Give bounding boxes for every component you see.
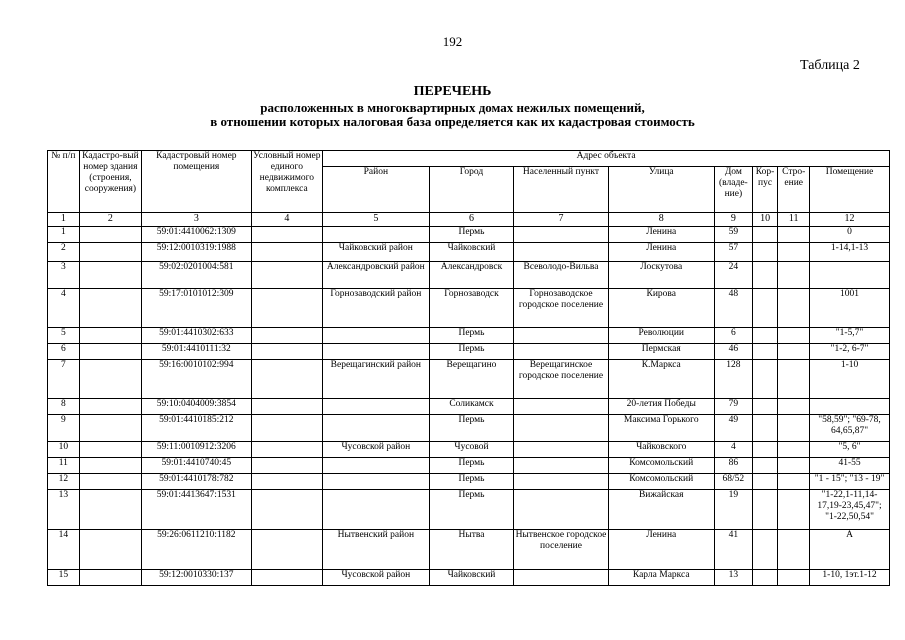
column-number-row	[48, 213, 890, 227]
header-address: Адрес объекта	[323, 151, 890, 167]
cell-stroenie	[778, 415, 810, 442]
cell-num: 10	[48, 442, 80, 458]
cell-city: Пермь	[429, 227, 514, 243]
cell-settlement	[514, 442, 608, 458]
cell-district	[323, 344, 429, 360]
cell-district: Горнозаводский район	[323, 289, 429, 328]
cell-city: Горнозаводск	[429, 289, 514, 328]
cell-house: 4	[714, 442, 752, 458]
cell-korpus	[752, 570, 778, 586]
header-cad-building: Кадастро-вый номер здания (строения, сооружения)	[79, 151, 141, 213]
cell-cad-room: 59:01:4410302:633	[142, 328, 251, 344]
cell-house: 6	[714, 328, 752, 344]
cell-house: 24	[714, 262, 752, 289]
cell-settlement	[514, 570, 608, 586]
table-row	[48, 360, 890, 399]
cell-city: Пермь	[429, 328, 514, 344]
column-number: 4	[251, 213, 323, 227]
cell-stroenie	[778, 289, 810, 328]
cell-room	[810, 262, 890, 289]
cell-settlement: Нытвенское городское поселение	[514, 530, 608, 570]
cell-stroenie	[778, 490, 810, 530]
cell-settlement: Горнозаводское городское поселение	[514, 289, 608, 328]
cell-num: 15	[48, 570, 80, 586]
table-row	[48, 344, 890, 360]
column-number: 5	[323, 213, 429, 227]
cell-cad-building	[79, 530, 141, 570]
cell-city: Чайковский	[429, 243, 514, 262]
cell-conditional	[251, 262, 323, 289]
cell-conditional	[251, 399, 323, 415]
cell-cad-building	[79, 458, 141, 474]
cell-cad-room: 59:01:4410062:1309	[142, 227, 251, 243]
cell-district	[323, 458, 429, 474]
column-number: 12	[810, 213, 890, 227]
cell-korpus	[752, 227, 778, 243]
cell-korpus	[752, 530, 778, 570]
cell-conditional	[251, 344, 323, 360]
cell-cad-building	[79, 360, 141, 399]
cell-house: 79	[714, 399, 752, 415]
cell-room	[810, 399, 890, 415]
cell-cad-building	[79, 399, 141, 415]
cell-korpus	[752, 458, 778, 474]
cell-conditional	[251, 360, 323, 399]
cell-korpus	[752, 442, 778, 458]
cell-cad-room: 59:02:0201004:581	[142, 262, 251, 289]
cell-conditional	[251, 415, 323, 442]
cell-num: 7	[48, 360, 80, 399]
cell-street: Вижайская	[608, 490, 714, 530]
document-title: ПЕРЕЧЕНЬ	[413, 84, 492, 99]
cell-room: "1-5,7"	[810, 328, 890, 344]
cell-cad-building	[79, 289, 141, 328]
cell-street: Пермская	[608, 344, 714, 360]
cell-conditional	[251, 243, 323, 262]
cell-num: 5	[48, 328, 80, 344]
cell-cad-building	[79, 262, 141, 289]
cell-conditional	[251, 442, 323, 458]
cell-street: Комсомольский	[608, 458, 714, 474]
cell-cad-room: 59:12:0010330:137	[142, 570, 251, 586]
cell-room: 1-10	[810, 360, 890, 399]
cell-conditional	[251, 227, 323, 243]
column-number: 9	[714, 213, 752, 227]
cell-num: 1	[48, 227, 80, 243]
cell-room: "1-22,1-11,14-17,19-23,45,47"; "1-22,50,54"	[810, 490, 890, 530]
cell-settlement	[514, 399, 608, 415]
cell-street: Чайковского	[608, 442, 714, 458]
cell-district: Чайковский район	[323, 243, 429, 262]
cell-house: 49	[714, 415, 752, 442]
cell-room: "1 - 15"; "13 - 19"	[810, 474, 890, 490]
cell-street: Кирова	[608, 289, 714, 328]
cell-house: 59	[714, 227, 752, 243]
table-row	[48, 328, 890, 344]
page-number: 192	[442, 34, 463, 49]
cell-house: 19	[714, 490, 752, 530]
cell-city: Чусовой	[429, 442, 514, 458]
cell-korpus	[752, 415, 778, 442]
cell-room: 1001	[810, 289, 890, 328]
cell-room: "58,59"; "69-78, 64,65,87"	[810, 415, 890, 442]
cell-korpus	[752, 328, 778, 344]
header-street: Улица	[608, 167, 714, 213]
cell-num: 13	[48, 490, 80, 530]
cell-district	[323, 328, 429, 344]
cell-cad-room: 59:01:4410740:45	[142, 458, 251, 474]
cell-num: 9	[48, 415, 80, 442]
cell-settlement	[514, 243, 608, 262]
cell-stroenie	[778, 227, 810, 243]
cell-settlement	[514, 227, 608, 243]
cell-cad-room: 59:26:0611210:1182	[142, 530, 251, 570]
column-number: 8	[608, 213, 714, 227]
cell-stroenie	[778, 328, 810, 344]
cell-room: 41-55	[810, 458, 890, 474]
table-row	[48, 227, 890, 243]
cell-cad-room: 59:01:4410111:32	[142, 344, 251, 360]
cell-house: 128	[714, 360, 752, 399]
cell-district	[323, 474, 429, 490]
cell-settlement	[514, 490, 608, 530]
cell-stroenie	[778, 570, 810, 586]
cell-cad-building	[79, 227, 141, 243]
cell-city: Соликамск	[429, 399, 514, 415]
header-stroenie: Стро-ение	[778, 167, 810, 213]
cell-district: Александровский район	[323, 262, 429, 289]
cell-cad-room: 59:10:0404009:3854	[142, 399, 251, 415]
cell-cad-room: 59:01:4410178:782	[142, 474, 251, 490]
table-row	[48, 243, 890, 262]
table-label: Таблица 2	[800, 58, 860, 73]
cell-city: Пермь	[429, 474, 514, 490]
cell-korpus	[752, 344, 778, 360]
cell-settlement	[514, 474, 608, 490]
cell-house: 13	[714, 570, 752, 586]
column-number: 2	[79, 213, 141, 227]
cell-city: Пермь	[429, 490, 514, 530]
cell-settlement: Верещагинское городское поселение	[514, 360, 608, 399]
cell-korpus	[752, 490, 778, 530]
cell-room: 1-14,1-13	[810, 243, 890, 262]
cell-cad-building	[79, 344, 141, 360]
cell-cad-room: 59:12:0010319:1988	[142, 243, 251, 262]
cell-stroenie	[778, 262, 810, 289]
cell-stroenie	[778, 344, 810, 360]
header-district: Район	[323, 167, 429, 213]
cell-room: 1-10, 1эт.1-12	[810, 570, 890, 586]
column-number: 7	[514, 213, 608, 227]
table-row	[48, 415, 890, 442]
cell-cad-building	[79, 570, 141, 586]
cell-korpus	[752, 243, 778, 262]
cell-settlement	[514, 415, 608, 442]
subtitle-line-1: расположенных в многоквартирных домах нежилых помещений,	[260, 100, 645, 115]
cell-stroenie	[778, 442, 810, 458]
cell-street: Революции	[608, 328, 714, 344]
cell-num: 8	[48, 399, 80, 415]
header-house: Дом (владе-ние)	[714, 167, 752, 213]
cell-conditional	[251, 490, 323, 530]
cell-cad-building	[79, 415, 141, 442]
cell-city: Пермь	[429, 415, 514, 442]
cell-cad-room: 59:11:0010912:3206	[142, 442, 251, 458]
cell-conditional	[251, 458, 323, 474]
cell-house: 68/52	[714, 474, 752, 490]
cell-stroenie	[778, 474, 810, 490]
table-row	[48, 399, 890, 415]
cell-district	[323, 227, 429, 243]
cell-cad-building	[79, 328, 141, 344]
cell-stroenie	[778, 530, 810, 570]
header-korpus: Кор-пус	[752, 167, 778, 213]
cell-street: Комсомольский	[608, 474, 714, 490]
cell-house: 48	[714, 289, 752, 328]
cell-korpus	[752, 474, 778, 490]
cell-room: 0	[810, 227, 890, 243]
cell-stroenie	[778, 243, 810, 262]
table-row	[48, 458, 890, 474]
cell-settlement	[514, 328, 608, 344]
table-row	[48, 289, 890, 328]
cell-cad-building	[79, 490, 141, 530]
column-number: 3	[142, 213, 251, 227]
cell-num: 4	[48, 289, 80, 328]
cell-district	[323, 490, 429, 530]
cell-conditional	[251, 328, 323, 344]
document-subtitle	[0, 101, 905, 129]
cell-street: Максима Горького	[608, 415, 714, 442]
table-row	[48, 262, 890, 289]
table-row	[48, 474, 890, 490]
cell-street: Лоскутова	[608, 262, 714, 289]
header-room: Помещение	[810, 167, 890, 213]
cell-house: 86	[714, 458, 752, 474]
header-settlement: Населенный пункт	[514, 167, 608, 213]
table-row	[48, 570, 890, 586]
cell-conditional	[251, 570, 323, 586]
cell-street: Ленина	[608, 530, 714, 570]
cell-num: 14	[48, 530, 80, 570]
cell-district	[323, 399, 429, 415]
column-number: 10	[752, 213, 778, 227]
cell-house: 41	[714, 530, 752, 570]
cell-cad-building	[79, 474, 141, 490]
cell-district: Чусовской район	[323, 570, 429, 586]
cell-room: "5, 6"	[810, 442, 890, 458]
cell-cad-building	[79, 442, 141, 458]
cell-cad-room: 59:17:0101012:309	[142, 289, 251, 328]
cell-street: 20-летия Победы	[608, 399, 714, 415]
cell-district: Нытвенский район	[323, 530, 429, 570]
cell-street: Ленина	[608, 227, 714, 243]
cell-room: А	[810, 530, 890, 570]
cell-num: 11	[48, 458, 80, 474]
cell-house: 57	[714, 243, 752, 262]
header-conditional: Условный номер единого недвижимого комплекса	[251, 151, 323, 213]
header-num: № п/п	[48, 151, 80, 213]
cell-korpus	[752, 289, 778, 328]
column-number: 1	[48, 213, 80, 227]
cell-street: К.Маркса	[608, 360, 714, 399]
column-number: 11	[778, 213, 810, 227]
property-table	[47, 150, 890, 586]
cell-house: 46	[714, 344, 752, 360]
cell-settlement	[514, 458, 608, 474]
cell-district: Чусовской район	[323, 442, 429, 458]
cell-conditional	[251, 289, 323, 328]
cell-settlement	[514, 344, 608, 360]
cell-street: Ленина	[608, 243, 714, 262]
cell-stroenie	[778, 458, 810, 474]
cell-street: Карла Маркса	[608, 570, 714, 586]
cell-num: 2	[48, 243, 80, 262]
cell-stroenie	[778, 399, 810, 415]
subtitle-line-2: в отношении которых налоговая база определяется как их кадастровая стоимость	[210, 114, 695, 129]
cell-settlement: Всеволодо-Вильва	[514, 262, 608, 289]
cell-num: 3	[48, 262, 80, 289]
table-row	[48, 442, 890, 458]
table-row	[48, 490, 890, 530]
cell-conditional	[251, 474, 323, 490]
header-cad-room: Кадастровый номер помещения	[142, 151, 251, 213]
cell-cad-room: 59:01:4413647:1531	[142, 490, 251, 530]
cell-korpus	[752, 360, 778, 399]
cell-city: Пермь	[429, 458, 514, 474]
cell-cad-building	[79, 243, 141, 262]
cell-city: Чайковский	[429, 570, 514, 586]
cell-num: 12	[48, 474, 80, 490]
cell-district	[323, 415, 429, 442]
cell-korpus	[752, 262, 778, 289]
cell-stroenie	[778, 360, 810, 399]
cell-city: Пермь	[429, 344, 514, 360]
cell-city: Нытва	[429, 530, 514, 570]
cell-korpus	[752, 399, 778, 415]
cell-cad-room: 59:01:4410185:212	[142, 415, 251, 442]
cell-num: 6	[48, 344, 80, 360]
cell-conditional	[251, 530, 323, 570]
table-row	[48, 530, 890, 570]
cell-cad-room: 59:16:0010102:994	[142, 360, 251, 399]
cell-city: Александровск	[429, 262, 514, 289]
cell-room: "1-2, 6-7"	[810, 344, 890, 360]
column-number: 6	[429, 213, 514, 227]
cell-district: Верещагинский район	[323, 360, 429, 399]
header-city: Город	[429, 167, 514, 213]
cell-city: Верещагино	[429, 360, 514, 399]
